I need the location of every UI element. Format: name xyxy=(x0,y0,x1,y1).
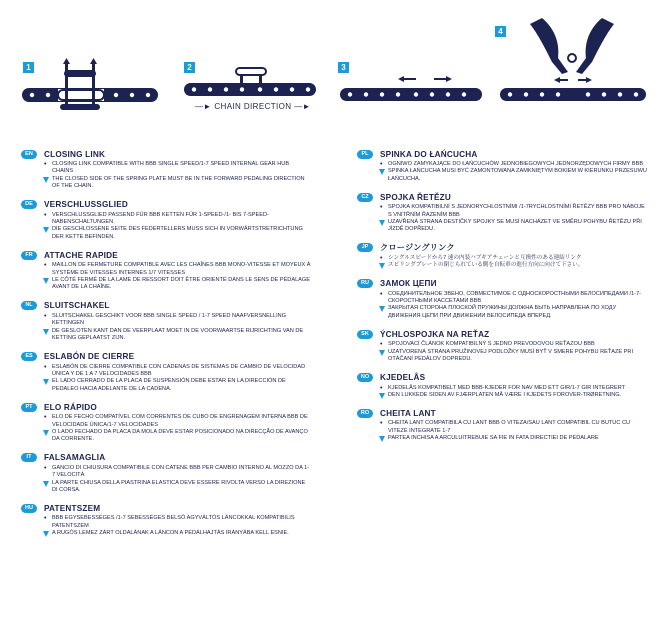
compatibility-note: SPOJKA KOMPATIBILNÍ S JEDNORYCHLOSTNÍMI /1-7RYCHLOSTNÍMI ŘETĚZY BBB PRO NÁBOJE S VNITŘNÍM ŘAZENÍM BBB xyxy=(388,204,645,218)
bullet-icon: • xyxy=(44,312,47,320)
language-badge: HU xyxy=(21,504,37,513)
compatibility-note: VERSCHLUSSGLIED PASSEND FÜR BBB KETTEN FÜR 1-SPEED-/1- BIS 7-SPEED- NABENSCHALTUNGEN xyxy=(52,211,269,226)
language-badge: EN xyxy=(21,150,37,159)
warning-triangle-icon xyxy=(43,481,49,487)
step-1-illustration xyxy=(20,56,160,111)
section-title: ATTACHE RAPIDE xyxy=(44,250,118,260)
lang-section-it xyxy=(21,451,311,495)
lang-section-sk xyxy=(357,327,647,363)
lang-section-nl xyxy=(21,299,311,343)
bullet-icon: • xyxy=(44,211,47,219)
lang-section-pt xyxy=(21,400,311,444)
language-badge: PL xyxy=(357,150,373,159)
warning-triangle-icon xyxy=(379,220,385,226)
warning-triangle-icon xyxy=(43,177,49,183)
direction-warning: ЗАКРЫТАЯ СТОРОНА ПЛОСКОЙ ПРУЖИНЫ ДОЛЖНА БЫТЬ НАПРАВЛЕНА ПО ХОДУ ДВИЖЕНИЯ ЦЕПИ ПРИ ДВИЖЕНИИ ВЕЛОСИПЕДА ВПЕРЕД. xyxy=(388,305,617,319)
compatibility-note: ESLABÓN DE CIERRE COMPATIBLE CON CADENAS DE SISTEMAS DE CAMBIO DE VELOCIDAD ÚNICA Y DE 1 A 7 VELOCIDADES BBB xyxy=(52,363,306,377)
warning-triangle-icon xyxy=(43,531,49,537)
chain-direction-label xyxy=(195,102,311,111)
direction-warning: UZAVŘENÁ STRANA DESTIČKY SPOJKY SE MUSÍ NACHÁZET VE SMĚRU POHYBU ŘETĚZU PŘI JÍZDĚ DOPŘEDU. xyxy=(388,219,642,233)
direction-warning: LE CÔTÉ FERMÉ DE LA LAME DE RESSORT DOIT ÊTRE ORIENTÉ DANS LE SENS DE PÉDALAGE AVANT DE LA CHAÎNE. xyxy=(52,277,311,291)
direction-warning: スピリングプレートの閉じられている側を自転車の進行方向に向けて下さい。 xyxy=(388,262,584,269)
section-title: SPOJKA ŘETĚZU xyxy=(380,192,451,202)
section-title: FALSAMAGLIA xyxy=(44,453,106,463)
language-badge: NO xyxy=(357,373,373,382)
lang-section-hu xyxy=(21,501,311,537)
step-2-badge: 2 xyxy=(184,62,195,73)
language-badge: JP xyxy=(357,243,373,252)
bullet-icon: • xyxy=(380,341,383,349)
compatibility-note: MAILLON DE FERMETURE COMPATIBLE AVEC LES CHAÎNES BBB MONO-VITESSE ET MOYEUX À SYSTÈME DE VITESSES INTERNES 1/7 VITESSES xyxy=(52,262,311,276)
direction-warning: SPINKA ŁAŃCUCHA MUSI BYĆ ZAMONTOWANA ZAMKNIĘTYM BOKIEM W KIERUNKU PRZESUWU ŁAŃCUCHA. xyxy=(388,168,647,182)
language-badge: ES xyxy=(21,352,37,361)
section-title: PATENTSZEM xyxy=(44,503,101,513)
lang-section-en xyxy=(21,147,311,191)
language-badge: FR xyxy=(21,251,37,260)
section-title: SLUITSCHAKEL xyxy=(44,301,110,311)
bullet-icon: • xyxy=(380,384,383,392)
lang-section-de xyxy=(21,198,311,242)
bullet-icon: • xyxy=(380,254,383,262)
bullet-icon: • xyxy=(380,290,383,298)
step-4-illustration xyxy=(498,14,648,106)
compatibility-note: OGNIWO ZAMYKAJĄCE DO ŁAŃCUCHÓW JEDNOBIEGOWYCH JEDNORZĘDOWYCH FIRMY BBB xyxy=(388,161,644,167)
instructions-right-column xyxy=(357,147,647,450)
bullet-icon: • xyxy=(44,464,47,472)
direction-warning: DIE GESCHLOSSENE SEITE DES FEDERTELLERS MUSS SICH IN VORWÄRTSTRETRICHTUNG DER KETTE BEFINDEN. xyxy=(52,226,303,240)
warning-triangle-icon xyxy=(379,436,385,442)
direction-warning: EL LADO CERRADO DE LA PLACA DE SUSPENSIÓN DEBE ESTAR EN LA DIRECCIÓN DE PEDALEO HACIA ADELANTE DE LA CADENA. xyxy=(52,378,286,392)
compatibility-note: СОЕДИНИТЕЛЬНОЕ ЗВЕНО, СОВМЕСТИМОЕ С ОДНОСКОРОСТНЫМИ ВЕЛОСИПЕДАМИ /1-7-СКОРОСТНЫМИ КАССЕТАМИ BBB xyxy=(388,290,641,305)
instructions-left-column xyxy=(21,147,311,545)
section-title: クロージングリンク xyxy=(380,243,455,253)
direction-warning: A RUGÓS LEMEZ ZÁRT OLDALÁNAK A LÁNCON A PEDÁLHAJTÁS IRÁNYÁBA KELL ESNIE. xyxy=(52,530,289,537)
section-title: ELO RÁPIDO xyxy=(44,402,97,412)
bullet-icon: • xyxy=(380,204,383,212)
compatibility-note: ELO DE FECHO COMPATÍVEL COM CORRENTES DE CUBO DE ENGRENAGEM INTERNA BBB DE VELOCIDADE ÚNICA/1-7 VELOCIDADES xyxy=(52,414,308,428)
lang-section-ro xyxy=(357,406,647,442)
compatibility-note: シングルスピードから7 速の内装ハブギアチェーンと互換性のある連結リンク xyxy=(388,254,582,261)
bullet-icon: • xyxy=(44,515,47,523)
section-title: ESLABÓN DE CIERRE xyxy=(44,352,135,361)
section-title: KJEDELÅS xyxy=(380,373,426,382)
section-title: ЗАМОК ЦЕПИ xyxy=(380,279,437,289)
bullet-icon: • xyxy=(44,363,47,371)
lang-section-no xyxy=(357,371,647,400)
language-badge: PT xyxy=(21,403,37,412)
warning-triangle-icon xyxy=(379,393,385,399)
step-4-badge: 4 xyxy=(495,26,506,37)
step-3-badge: 3 xyxy=(338,62,349,73)
warning-triangle-icon xyxy=(379,306,385,312)
bullet-icon: • xyxy=(44,262,47,270)
warning-triangle-icon xyxy=(43,430,49,436)
lang-section-fr xyxy=(21,248,311,292)
section-title: CLOSING LINK xyxy=(44,149,106,159)
language-badge: DE xyxy=(21,200,37,209)
warning-triangle-icon xyxy=(379,350,385,356)
direction-warning: PARTEA INCHISA A ARCULUITREBUIE SA FIE IN FATA DIRECTIEI DE PEDALARE xyxy=(388,435,599,442)
bullet-icon: • xyxy=(380,420,383,428)
compatibility-note: KJEDELÅS KOMPATIBELT MED BBB-KJEDER FOR NAV MED ETT GIR/1-7 GIR INTEGRERT xyxy=(388,384,626,391)
step-2-illustration xyxy=(180,64,320,104)
bullet-icon: • xyxy=(380,161,383,168)
warning-triangle-icon xyxy=(379,169,385,175)
lang-section-es xyxy=(21,350,311,394)
direction-warning: THE CLOSED SIDE OF THE SPRING PLATE MUST BE IN THE FORWARD PEDALING DIRECTION OF THE CHAIN. xyxy=(52,175,305,190)
warning-triangle-icon xyxy=(43,379,49,385)
language-badge: CZ xyxy=(357,193,373,202)
language-badge: NL xyxy=(21,301,37,310)
language-badge: SK xyxy=(357,330,373,339)
language-badge: IT xyxy=(21,453,37,462)
warning-triangle-icon xyxy=(43,278,49,284)
section-title: VERSCHLUSSGLIED xyxy=(44,200,128,210)
lang-section-ru xyxy=(357,277,647,321)
compatibility-note: GANCIO DI CHIUSURA COMPATIBILE CON CATENE BBB PER CAMBIO INTERNO AL MOZZO DA 1-7 VELOCITÀ xyxy=(52,464,310,479)
lang-section-cz xyxy=(357,190,647,234)
step-1-badge: 1 xyxy=(23,62,34,73)
arrow-right-icon: —► xyxy=(294,102,311,111)
language-badge: RU xyxy=(357,279,373,288)
language-badge: RO xyxy=(357,409,373,418)
compatibility-note: SLUITSCHAKEL GESCHIKT VOOR BBB SINGLE SPEED / 1-7 SPEED NAAFVERSNELLING KETTINGEN xyxy=(52,312,287,327)
direction-warning: DE GESLOTEN KANT DAN DE VEERPLAAT MOET IN DE VOORWAARTSE RIJRICHTING VAN DE KETTING GEPLAATST ZIJN. xyxy=(52,327,304,342)
warning-triangle-icon xyxy=(379,263,385,269)
bullet-icon: • xyxy=(44,414,47,422)
bullet-icon: • xyxy=(44,161,47,168)
compatibility-note: SPOJOVACÍ ČLÁNOK KOMPATIBILNÝ S JEDNO PREVODOVOU REŤAZOU BBB xyxy=(388,341,595,348)
compatibility-note: CHEITA LANT COMPATIBILA CU LANT BBB O VITEZA/SAU LANT COMPATIBIL CU BUTUC CU VITEZE INTEGRATE 1-7 xyxy=(388,420,631,434)
direction-warning: LA PARTE CHIUSA DELLA PIASTRINA ELASTICA DEVE ESSERE RIVOLTA VERSO LA DIREZIONE DI CORSA. xyxy=(52,479,306,493)
direction-warning: UZATVORENÁ STRANA PRUŽINOVEJ PODLOŽKY MUSÍ BYŤ V SMERE POHYBU REŤAZE PRI OTÁČANÍ PEDÁLOV DOPREDU. xyxy=(388,348,634,363)
section-title: CHEITA LANT xyxy=(380,408,436,418)
direction-warning: O LADO FECHADO DA PLACA DA MOLA DEVE ESTAR POSICIONADO NA DIRECÇÃO DE AVANÇO DA CORRENTE. xyxy=(52,428,308,443)
direction-warning: DEN LUKKEDE SIDEN AV FJÆRPLATEN MÅ VÆRE I KJEDETS FOROVER-TRØRETNING. xyxy=(388,391,622,398)
section-title: ÝCHLOSPOJKA NA REŤAZ xyxy=(380,329,490,339)
section-title: SPINKA DO ŁAŃCUCHA xyxy=(380,149,478,159)
compatibility-note: CLOSING LINK COMPATIBLE WITH BBB SINGLE SPEED/1-7 SPEED INTERNAL GEAR HUB CHAINS xyxy=(52,161,290,175)
chain-direction-text: CHAIN DIRECTION xyxy=(214,102,292,111)
arrow-right-icon: —► xyxy=(195,102,212,111)
step-3-illustration xyxy=(336,72,486,106)
lang-section-jp xyxy=(357,241,647,270)
warning-triangle-icon xyxy=(43,227,49,233)
lang-section-pl xyxy=(357,147,647,183)
warning-triangle-icon xyxy=(43,329,49,335)
compatibility-note: BBB EGYSEBESSÉGES /1-7 SEBESSÉGES BELSŐ AGYVÁLTÓS LÁNCOKKAL KOMPATIBILIS PATENTSZEM xyxy=(52,515,295,529)
